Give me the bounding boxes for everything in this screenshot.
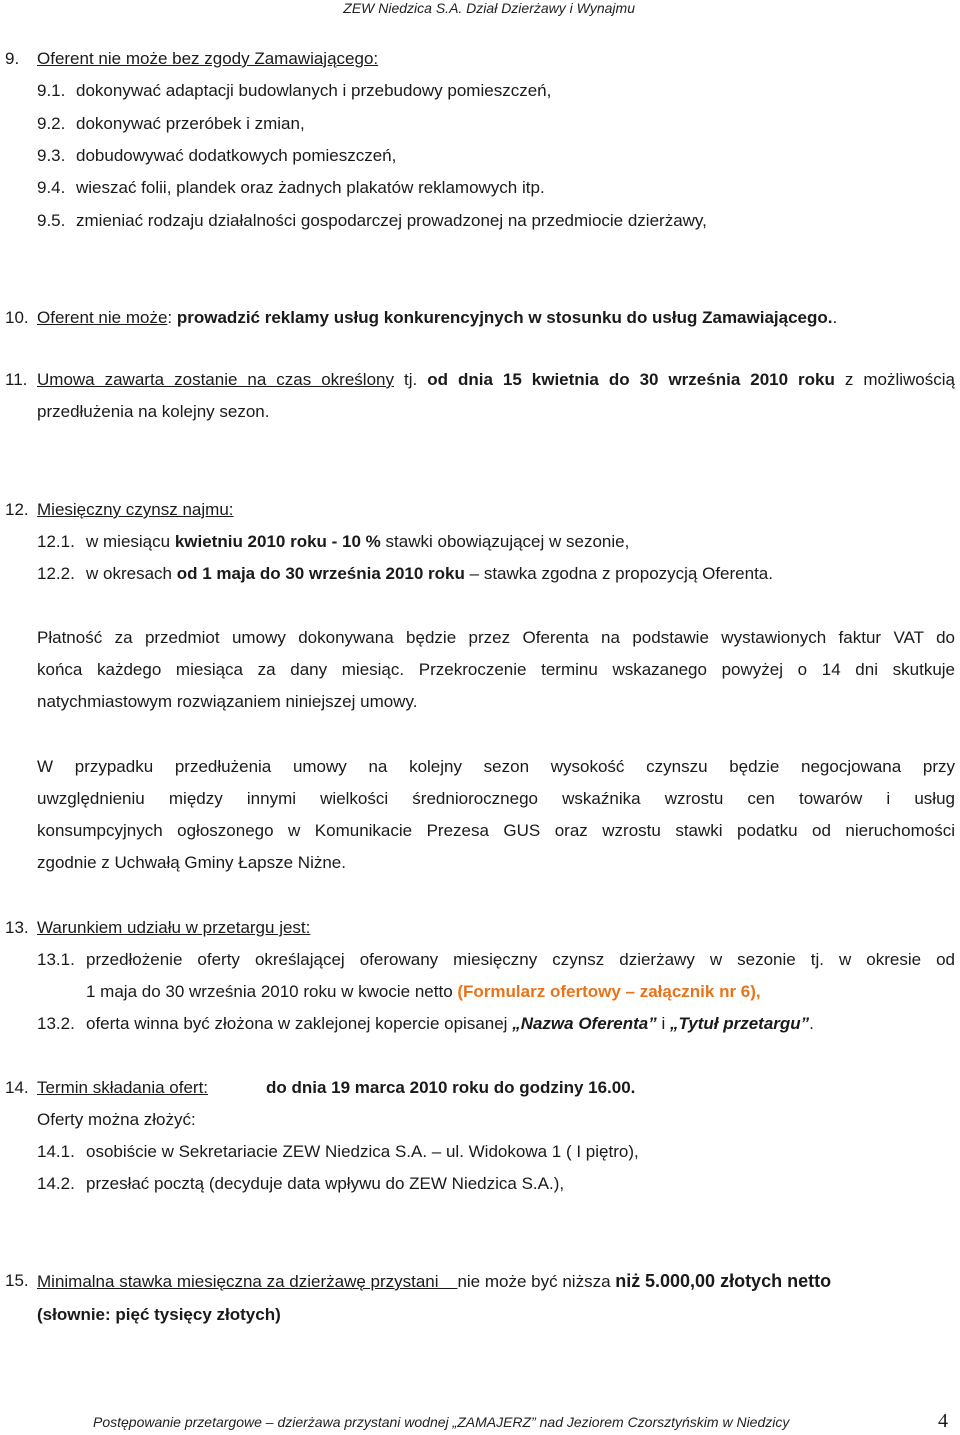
section-9-2-number: 9.2. [37,114,66,133]
section-15-in-words: (słownie: pięć tysięcy złotych) [37,1305,281,1324]
envelope-label-tender: „Tytuł przetargu” [670,1014,810,1033]
payment-paragraph-line-3: natychmiastowym rozwiązaniem niniejszej umowy. [37,692,418,711]
section-14-1-number: 14.1. [37,1142,75,1161]
section-15-line-1 [37,1271,831,1292]
section-11-number: 11. [5,370,28,389]
section-9-title: Oferent nie może bez zgody Zamawiającego: [37,49,379,68]
page-footer: Postępowanie przetargowe – dzierżawa przystani wodnej „ZAMAJERZ” nad Jeziorem Czorsztyńskim w Niedzicy [93,1414,790,1430]
section-13-2-e: . [809,1014,814,1033]
minimum-amount: 5.000,00 złotych netto [645,1271,832,1291]
extension-paragraph-line-3: konsumpcyjnych ogłoszonego w Komunikacie Prezesa GUS oraz wzrostu stawki podatku od nieruchomości [37,821,955,840]
extension-paragraph-line-4: zgodnie z Uchwałą Gminy Łapsze Niżne. [37,853,346,872]
envelope-label-offerer: „Nazwa Oferenta” [512,1014,657,1033]
section-9-number: 9. [5,49,20,68]
section-15-mid: nie może być niższa [457,1272,611,1291]
section-12-number: 12. [5,500,29,519]
section-12-2-b: od 1 maja do 30 września 2010 roku [176,564,465,583]
section-13-1-line-2 [86,982,761,1002]
section-11-tj: tj. [403,370,418,389]
section-12-title: Miesięczny czynsz najmu: [37,500,234,519]
section-13-2-text [86,1014,814,1034]
section-14-title: Termin składania ofert: [37,1078,209,1097]
section-14-2-number: 14.2. [37,1174,75,1193]
section-13-1-number: 13.1. [37,950,75,969]
section-13-1-amount-text: 1 maja do 30 września 2010 roku w kwocie netto [86,982,453,1001]
section-12-2-a: w okresach [86,564,172,583]
section-10-title: Oferent nie może [37,308,168,327]
section-9-1-number: 9.1. [37,81,66,100]
section-12-2-number: 12.2. [37,564,75,583]
section-11-tail: z możliwością [844,370,955,389]
section-9-3-text: dobudowywać dodatkowych pomieszczeń, [76,146,397,165]
section-13-2-a: oferta winna być złożona w zaklejonej kopercie opisanej [86,1014,508,1033]
section-13-number: 13. [5,918,29,937]
section-15-title: Minimalna stawka miesięczna za dzierżawę przystani [37,1272,439,1291]
section-15-underline-gap [439,1272,458,1291]
section-10-line [37,308,837,328]
section-11-line-2: przedłużenia na kolejny sezon. [37,402,270,421]
section-11-line-1 [37,370,955,390]
section-9-4-number: 9.4. [37,178,66,197]
section-9-5-number: 9.5. [37,211,66,230]
section-13-1-line-1: przedłożenie oferty określającej oferowany miesięczny czynsz dzierżawy w sezonie tj. w okresie od [86,950,955,969]
extension-paragraph-line-2: uwzględnieniu między innymi wielkości średniorocznego wskaźnika wzrostu cen towarów i usług [37,789,955,808]
section-12-1-a: w miesiącu [86,532,171,551]
section-9-5-text: zmieniać rodzaju działalności gospodarczej prowadzonej na przedmiocie dzierżawy, [76,211,707,230]
submission-deadline: do dnia 19 marca 2010 roku do godziny 16.00. [266,1078,636,1097]
section-10-bold: prowadzić reklamy usług konkurencyjnych w stosunku do usług Zamawiającego. [176,308,833,327]
section-12-1-number: 12.1. [37,532,75,551]
section-14-sub: Oferty można złożyć: [37,1110,196,1129]
section-13-2-number: 13.2. [37,1014,75,1033]
section-10-colon: : [167,308,173,327]
section-12-2-c: – stawka zgodna z propozycją Oferenta. [469,564,773,583]
section-9-1-text: dokonywać adaptacji budowlanych i przebudowy pomieszczeń, [76,81,552,100]
payment-paragraph-line-2: końca każdego miesiąca za dany miesiąc. Przekroczenie terminu wskazanego powyżej o 14 dni skutkuje [37,660,955,679]
section-10-tail: . [832,308,838,327]
page-header: ZEW Niedzica S.A. Dział Dzierżawy i Wynajmu [343,0,635,16]
section-13-title: Warunkiem udziału w przetargu jest: [37,918,311,937]
section-9-3-number: 9.3. [37,146,66,165]
section-14-2-text: przesłać pocztą (decyduje data wpływu do ZEW Niedzica S.A.), [86,1174,565,1193]
section-11-dates: od dnia 15 kwietnia do 30 września 2010 roku [427,370,835,389]
section-11-title: Umowa zawarta zostanie na czas określony [37,370,394,389]
section-13-2-c: i [661,1014,666,1033]
section-12-1-text [86,532,629,552]
section-10-number: 10. [5,308,29,327]
section-9-2-text: dokonywać przeróbek i zmian, [76,114,305,133]
section-12-1-c: stawki obowiązującej w sezonie, [385,532,630,551]
section-12-1-b: kwietniu 2010 roku - 10 % [174,532,381,551]
section-14-number: 14. [5,1078,29,1097]
section-9-4-text: wieszać folii, plandek oraz żadnych plakatów reklamowych itp. [76,178,545,197]
section-12-2-text [86,564,773,584]
payment-paragraph-line-1: Płatność za przedmiot umowy dokonywana będzie przez Oferenta na podstawie wystawionych faktur VAT do [37,628,955,647]
section-15-nizsza: niż [615,1271,641,1291]
form-reference: (Formularz ofertowy – załącznik nr 6), [457,982,761,1001]
page-number: 4 [938,1410,948,1432]
extension-paragraph-line-1: W przypadku przedłużenia umowy na kolejny sezon wysokość czynszu będzie negocjowana przy [37,757,955,776]
section-15-number: 15. [5,1271,29,1290]
section-14-1-text: osobiście w Sekretariacie ZEW Niedzica S.A. – ul. Widokowa 1 ( I piętro), [86,1142,639,1161]
